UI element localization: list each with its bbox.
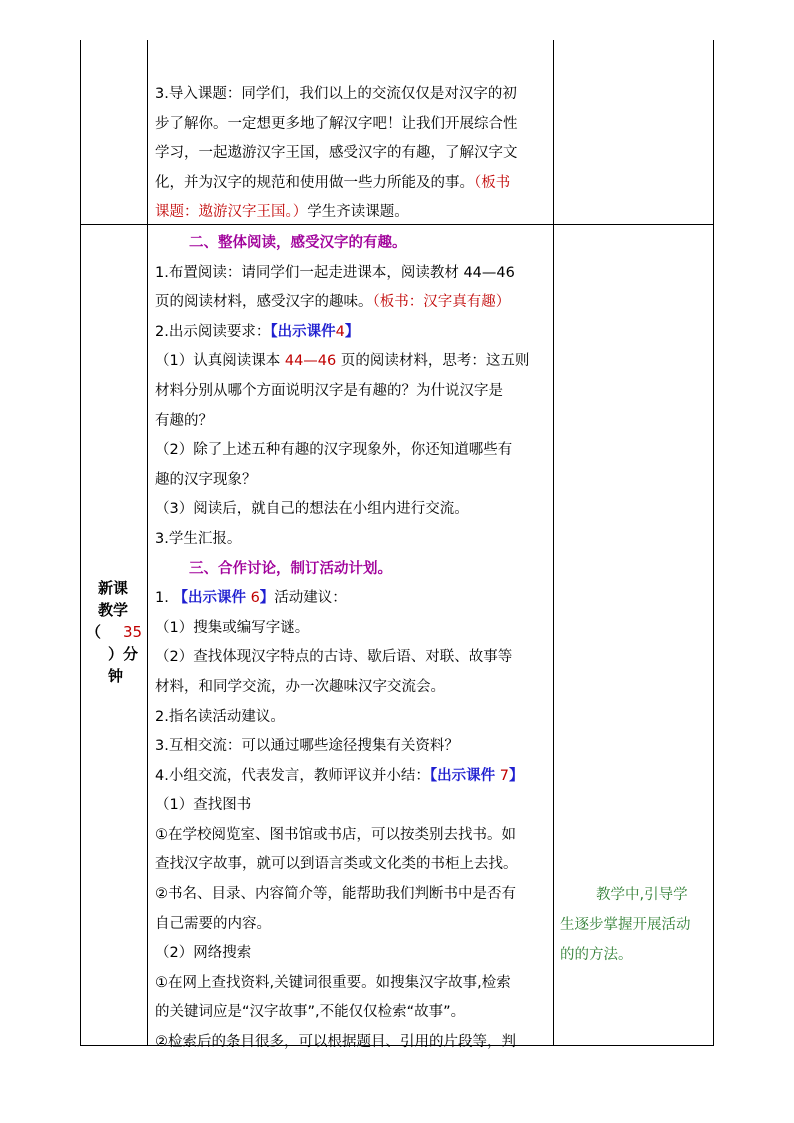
courseware-number: 4 [335,323,345,340]
stage-label-line: 钟 [108,667,124,685]
text-line: （3）阅读后，就自己的想法在小组内进行交流。 [155,501,469,518]
table-border-right [713,40,714,1046]
text-line [155,347,555,377]
table-border-col1 [147,40,148,1046]
section-heading: 三、合作讨论，制订活动计划。 [189,560,392,577]
note-line: 教学中,引导学 [596,887,688,903]
text-line [155,318,555,348]
text-line: ②书名、目录、内容简介等，能帮助我们判断书中是否有 [155,886,516,903]
text-line: 2.指名读活动建议。 [155,708,285,725]
text-line: 3.导入课题：同学们，我们以上的交流仅仅是对汉字的初 [155,86,517,102]
text-segment: （1）认真阅读课本 [155,353,281,370]
text-line: 材料，和同学交流，办一次趣味汉字交流会。 [155,678,445,695]
text-line: 学习，一起遨游汉字王国，感受汉字的有趣，了解汉字文 [155,145,518,162]
board-note: （板书：汉字真有趣） [372,294,511,311]
courseware-number: 7 [499,767,509,784]
text-line [155,169,555,199]
courseware-tag: 】 [508,767,524,784]
stage-label-line: ）分 [108,645,139,663]
text-line: ①在网上查找资料,关键词很重要。如搜集汉字故事,检索 [155,974,511,991]
stage-label [86,577,146,687]
text-segment: 1. [155,590,169,607]
text-segment: 4.小组交流，代表发言，教师评议并小结： [155,767,430,784]
text-line: 的关键词应是“汉字故事”,不能仅仅检索“故事”。 [155,1004,466,1021]
duration-minutes: 35 [123,623,143,641]
main-teaching-cell [155,229,555,1058]
text-segment: 学生齐读课题。 [307,204,409,221]
text-line [155,762,555,792]
stage-label-line [86,621,146,643]
text-line: 材料分别从哪个方面说明汉字是有趣的？为什说汉字是 [155,382,503,399]
text-line: （1）搜集或编写字谜。 [155,619,310,636]
text-line: （1）查找图书 [155,797,252,814]
text-line: 步了解你。一定想更多地了解汉字吧！让我们开展综合性 [155,115,518,132]
courseware-tag: 【出示课件 [270,323,336,340]
note-line: 的的方法。 [560,947,633,963]
text-line [155,288,555,318]
text-line [155,198,555,228]
text-line: （2）除了上述五种有趣的汉字现象外，你还知道哪些有 [155,442,513,459]
text-line: （2）查找体现汉字特点的古诗、歇后语、对联、故事等 [155,649,513,666]
text-line: 查找汉字故事，就可以到语言类或文化类的书柜上去找。 [155,856,518,873]
text-line: 1.布置阅读：请同学们一起走进课本，阅读教材 44—46 [155,264,515,281]
intro-cell [155,80,555,228]
section-heading: 二、整体阅读，感受汉字的有趣。 [189,235,407,251]
table-border-left [80,40,81,1046]
board-note: 课题：遨游汉字王国。） [155,204,308,221]
design-note [560,880,710,970]
courseware-tag: 】 [344,323,360,340]
text-segment: 化，并为汉字的规范和使用做一些力所能及的事。 [155,174,474,191]
courseware-tag: 】 [259,590,275,607]
courseware-tag: 【出示课件 [173,590,246,607]
text-line: 自己需要的内容。 [155,915,271,932]
text-line: ②检索后的条目很多，可以根据题目、引用的片段等，判 [155,1034,516,1051]
text-line: ①在学校阅览室、图书馆或书店，可以按类别去找书。如 [155,826,516,843]
page-range: 44—46 [284,353,337,370]
text-line: 3.学生汇报。 [155,530,242,547]
text-segment: 页的阅读材料，思考：这五则 [340,353,530,370]
stage-label-line: 教学 [98,601,129,619]
board-note: （板书 [474,174,511,191]
courseware-number: 6 [250,590,260,607]
text-line: （2）网络搜索 [155,945,252,962]
note-line: 生逐步掌握开展活动 [560,917,691,933]
courseware-tag: 【出示课件 [429,767,496,784]
text-line [155,584,555,614]
text-line: 3.互相交流：可以通过哪些途径搜集有关资料？ [155,738,459,755]
stage-label-line: 新课 [98,579,129,597]
text-segment: 活动建议： [274,590,347,607]
text-line: 有趣的？ [155,412,213,429]
text-segment: 页的阅读材料，感受汉字的趣味。 [155,294,373,311]
text-line: 趣的汉字现象？ [155,471,257,488]
text-segment: 2.出示阅读要求： [155,323,271,340]
paren: （ [86,623,102,641]
